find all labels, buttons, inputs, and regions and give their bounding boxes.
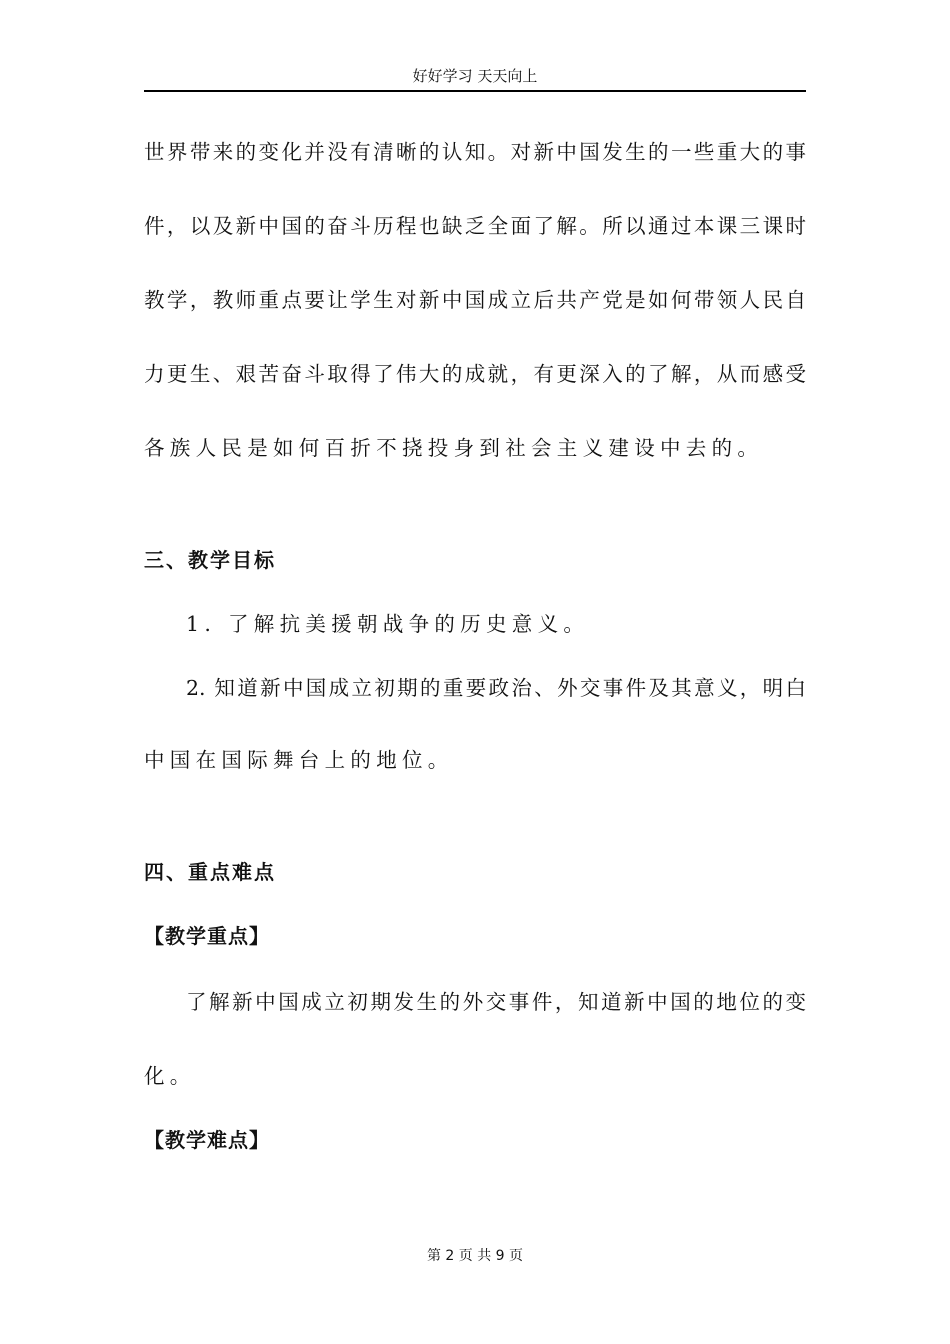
key-points-line-1: 了解新中国成立初期发生的外交事件，知道新中国的地位的变 [186,990,806,1014]
paragraph-line-2: 件，以及新中国的奋斗历程也缺乏全面了解。所以通过本课三课时 [144,214,806,238]
section-heading-objectives: 三、教学目标 [144,548,276,572]
paragraph-line-1: 世界带来的变化并没有清晰的认知。对新中国发生的一些重大的事 [144,140,806,164]
objective-item-1: 1. 了解抗美援朝战争的历史意义。 [186,612,590,636]
page-header: 好好学习 天天向上 [144,66,806,92]
key-points-line-2: 化。 [144,1064,196,1088]
objective-item-2-line-1: 2. 知道新中国成立初期的重要政治、外交事件及其意义，明白 [186,676,806,700]
page-number: 第 2 页 共 9 页 [426,1248,524,1264]
difficult-points-label: 【教学难点】 [144,1128,270,1152]
paragraph-line-4: 力更生、艰苦奋斗取得了伟大的成就，有更深入的了解，从而感受 [144,362,806,386]
objective-item-2-line-2: 中国在国际舞台上的地位。 [144,748,454,772]
key-points-label: 【教学重点】 [144,924,270,948]
paragraph-line-3: 教学，教师重点要让学生对新中国成立后共产党是如何带领人民自 [144,288,806,312]
paragraph-line-5: 各族人民是如何百折不挠投身到社会主义建设中去的。 [144,436,764,460]
section-heading-key-difficult: 四、重点难点 [144,860,276,884]
